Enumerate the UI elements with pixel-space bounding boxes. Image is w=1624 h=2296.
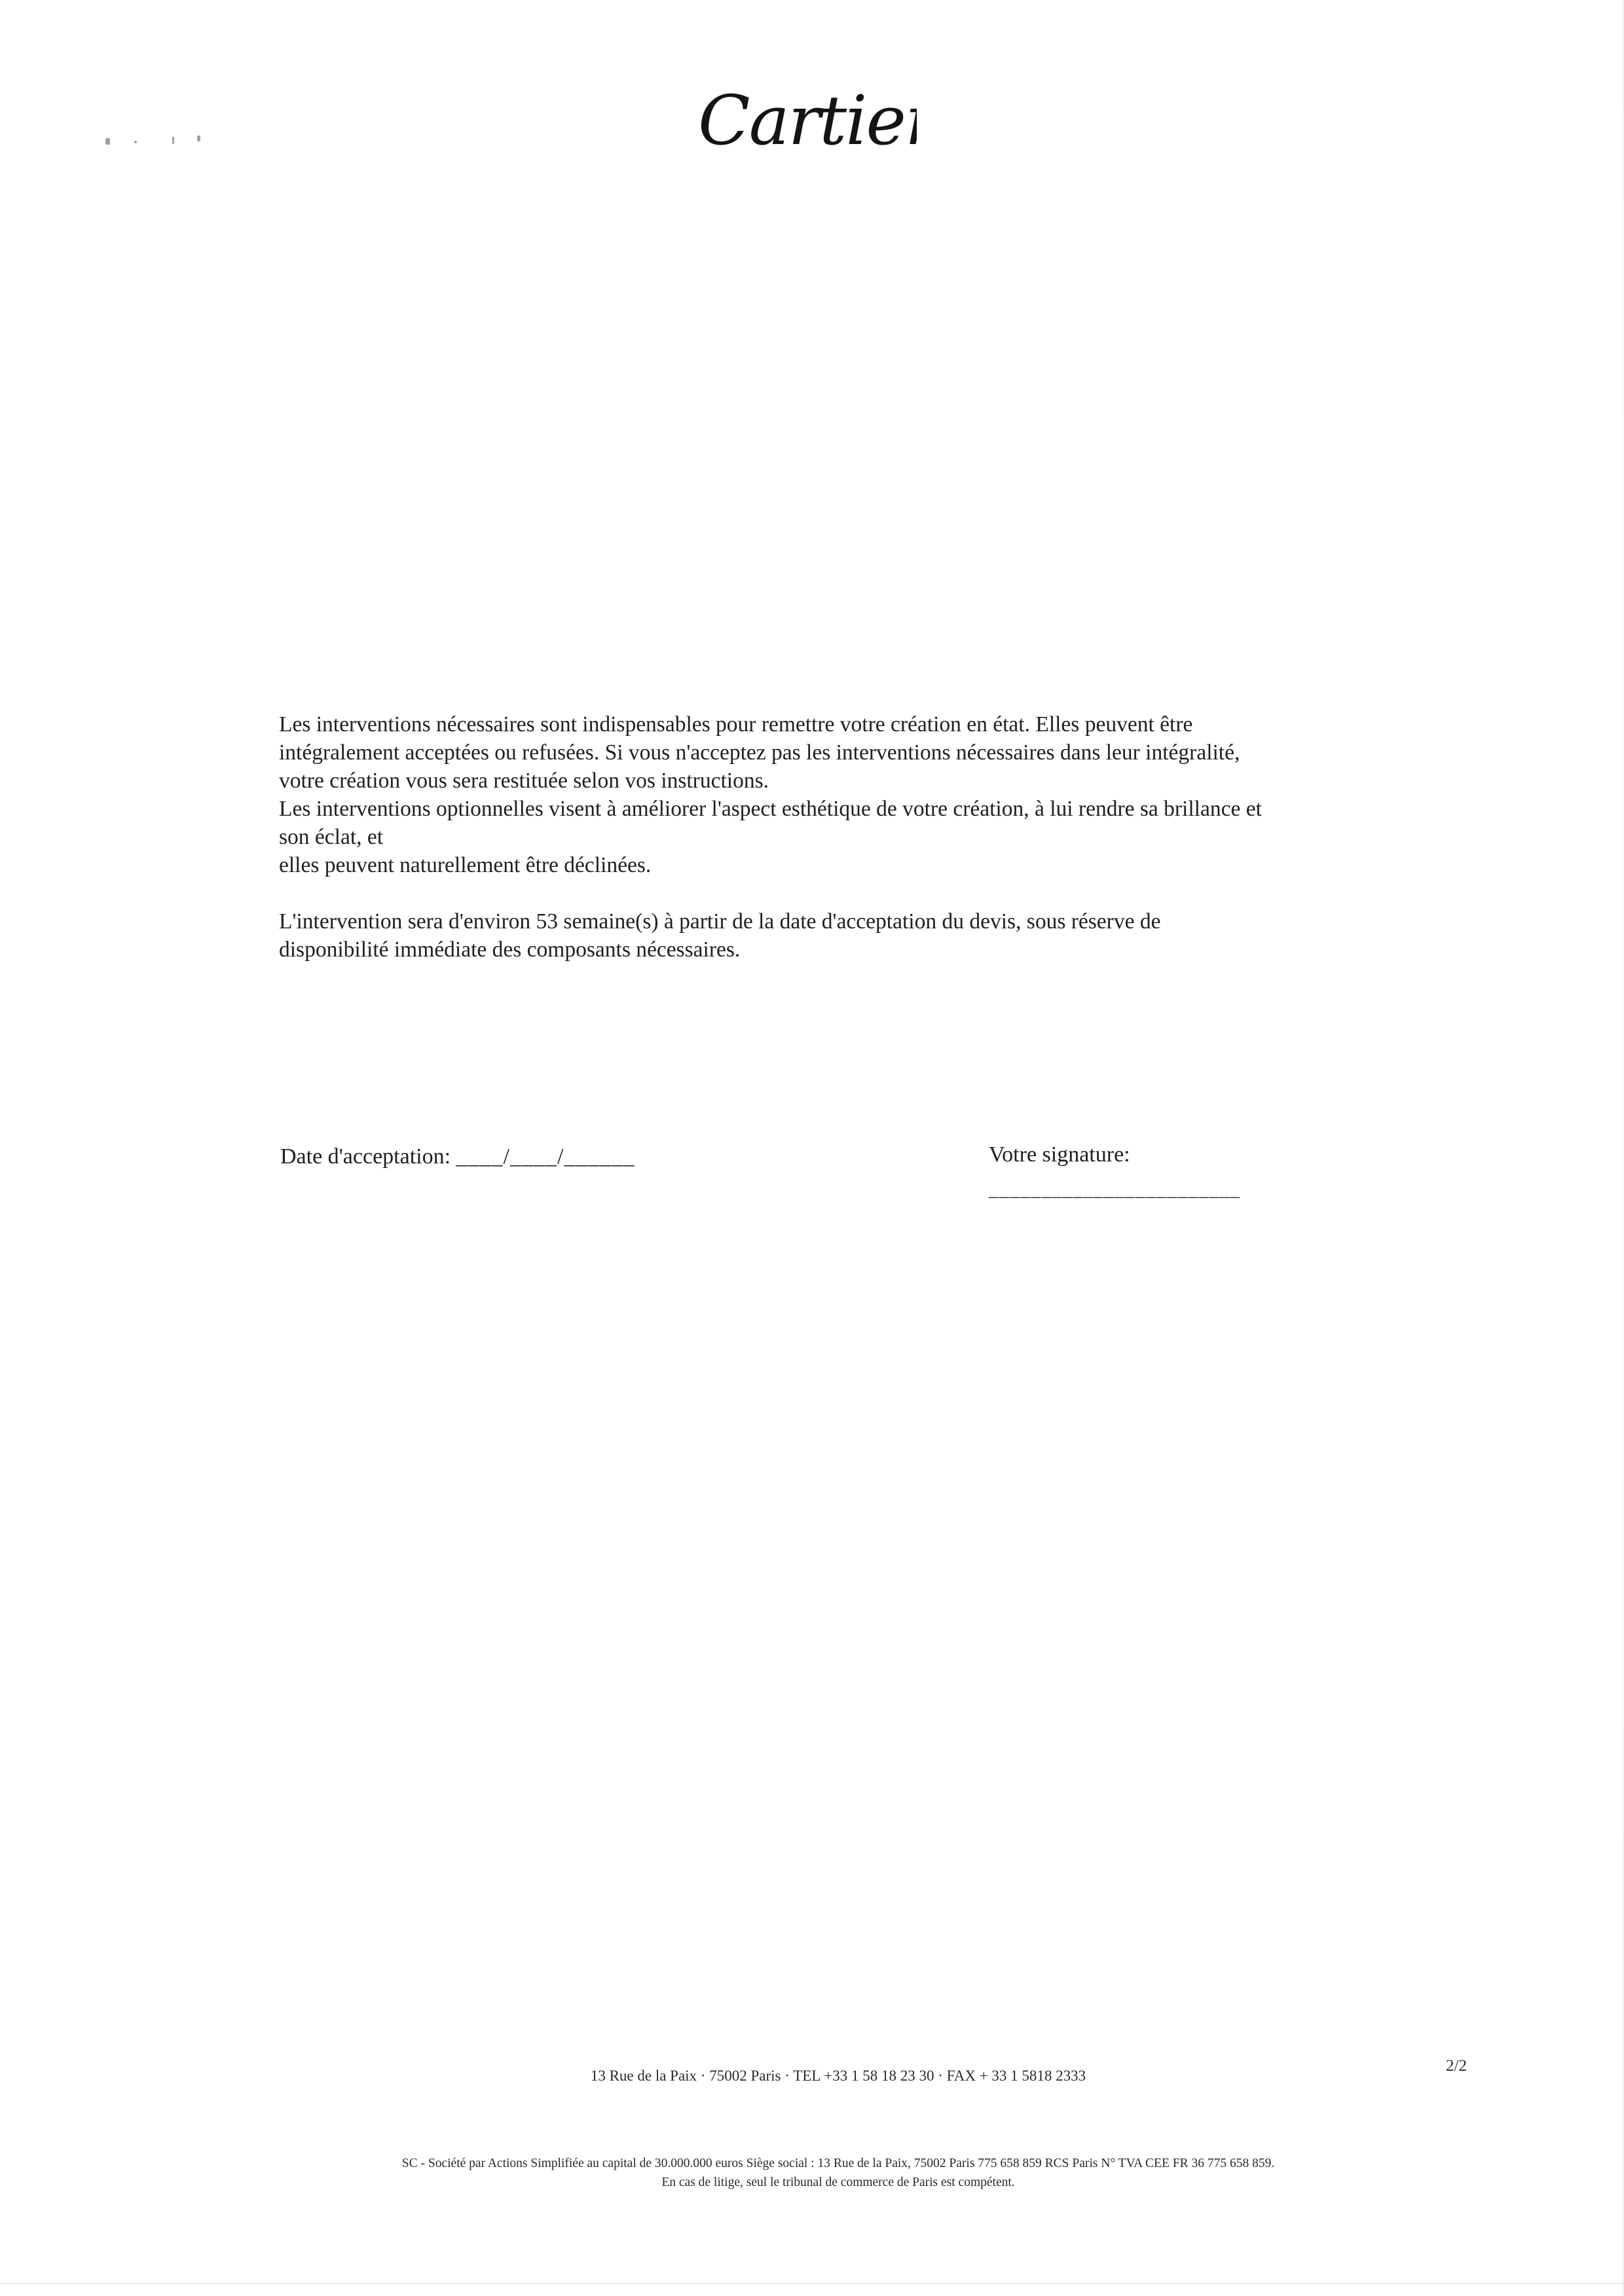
signature-line[interactable]: ________________________ [989, 1178, 1240, 1200]
acceptance-date-field [280, 1144, 635, 1169]
paragraph-gap [279, 879, 1392, 907]
paragraph-line: Les interventions optionnelles visent à améliorer l'aspect esthétique de votre création, à lui rendre sa brillance et [279, 797, 1262, 821]
scan-edge-bottom [0, 2283, 1624, 2284]
paragraph-line: votre création vous sera restituée selon vos instructions. [279, 769, 769, 793]
cartier-logo [694, 84, 917, 162]
paragraph-line: elles peuvent naturellement être déclinées. [279, 853, 652, 877]
date-blanks[interactable]: ____/____/______ [456, 1144, 635, 1169]
signature-label: Votre signature: [989, 1142, 1130, 1167]
paragraph-line: Les interventions nécessaires sont indispensables pour remettre votre création en état. Elles peuvent être [279, 712, 1193, 737]
page-number: 2/2 [1446, 2057, 1467, 2075]
paragraph-line: son éclat, et [279, 825, 384, 849]
paragraph-line: intégralement acceptées ou refusées. Si vous n'acceptez pas les interventions nécessaires dans leur intégralité, [279, 740, 1240, 765]
footer-legal [0, 2154, 1624, 2192]
legal-line: SC - Société par Actions Simplifiée au capital de 30.000.000 euros Siège social : 13 Rue de la Paix, 75002 Paris 775 658 859 RCS Paris N° TVA CEE FR 36 775 658 859. [401, 2157, 1275, 2170]
logo-text: Cartier [698, 84, 917, 160]
paragraph-line: disponibilité immédiate des composants nécessaires. [279, 938, 741, 962]
footer-address: 13 Rue de la Paix · 75002 Paris · TEL +33 1 58 18 23 30 · FAX + 33 1 5818 2333 [590, 2068, 1086, 2084]
scan-specks [101, 133, 206, 153]
date-label: Date d'acceptation: [280, 1144, 451, 1169]
paragraph-line: L'intervention sera d'environ 53 semaine(s) à partir de la date d'acceptation du devis, sous réserve de [279, 909, 1161, 934]
body-text [279, 710, 1392, 964]
legal-line: En cas de litige, seul le tribunal de commerce de Paris est compétent. [661, 2176, 1015, 2189]
